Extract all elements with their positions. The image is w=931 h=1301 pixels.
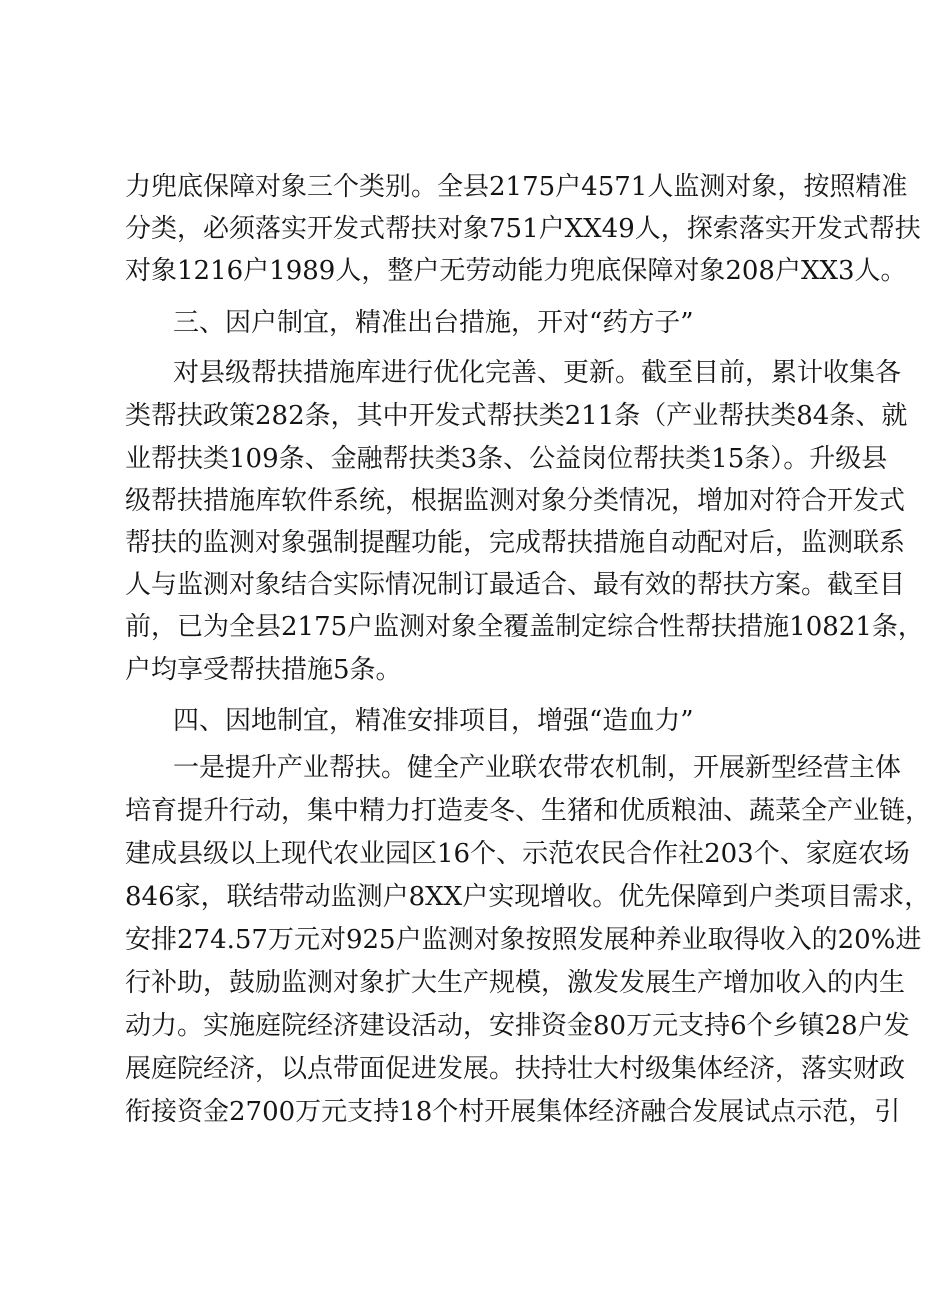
text-line: 一是提升产业帮扶。健全产业联农带农机制，开展新型经营主体: [173, 753, 902, 783]
text-line: 846家，联结带动监测户8XX户实现增收。优先保障到户类项目需求，: [125, 882, 931, 912]
text-line: 帮扶的监测对象强制提醒功能，完成帮扶措施自动配对后，监测联系: [125, 528, 906, 558]
text-line: 业帮扶类109条、金融帮扶类3条、公益岗位帮扶类15条）。升级县: [125, 444, 888, 474]
text-line: 对象1216户1989人，整户无劳动能力兜底保障对象208户XX3人。: [125, 256, 907, 286]
text-line: 级帮扶措施库软件系统，根据监测对象分类情况，增加对符合开发式: [125, 486, 906, 516]
text-line: 安排274.57万元对925户监测对象按照发展种养业取得收入的20%进: [125, 925, 922, 955]
text-line: 力兜底保障对象三个类别。全县2175户4571人监测对象，按照精准: [125, 172, 908, 202]
text-line: 行补助，鼓励监测对象扩大生产规模，激发发展生产增加收入的内生: [125, 968, 906, 998]
text-line: 分类，必须落实开发式帮扶对象751户XX49人，探索落实开发式帮扶: [125, 214, 921, 244]
text-line: 类帮扶政策282条，其中开发式帮扶类211条（产业帮扶类84条、就: [125, 401, 908, 431]
text-line: 动力。实施庭院经济建设活动，安排资金80万元支持6个乡镇28户发: [125, 1011, 910, 1041]
text-line: 人与监测对象结合实际情况制订最适合、最有效的帮扶方案。截至目: [125, 570, 906, 600]
text-line: 展庭院经济，以点带面促进发展。扶持壮大村级集体经济，落实财政: [125, 1054, 906, 1084]
text-line: 前，已为全县2175户监测对象全覆盖制定综合性帮扶措施10821条，: [125, 612, 924, 642]
text-line: 建成县级以上现代农业园区16个、示范农民合作社203个、家庭农场: [125, 839, 910, 869]
section-heading: 四、因地制宜，精准安排项目，增强“造血力”: [173, 706, 694, 736]
text-line: 衔接资金2700万元支持18个村开展集体经济融合发展试点示范，引: [125, 1097, 901, 1127]
text-line: 户均享受帮扶措施5条。: [125, 655, 402, 685]
section-heading: 三、因户制宜，精准出台措施，开对“药方子”: [173, 308, 694, 338]
text-line: 对县级帮扶措施库进行优化完善、更新。截至目前，累计收集各: [173, 358, 902, 388]
text-line: 培育提升行动，集中精力打造麦冬、生猪和优质粮油、蔬菜全产业链，: [125, 796, 931, 826]
